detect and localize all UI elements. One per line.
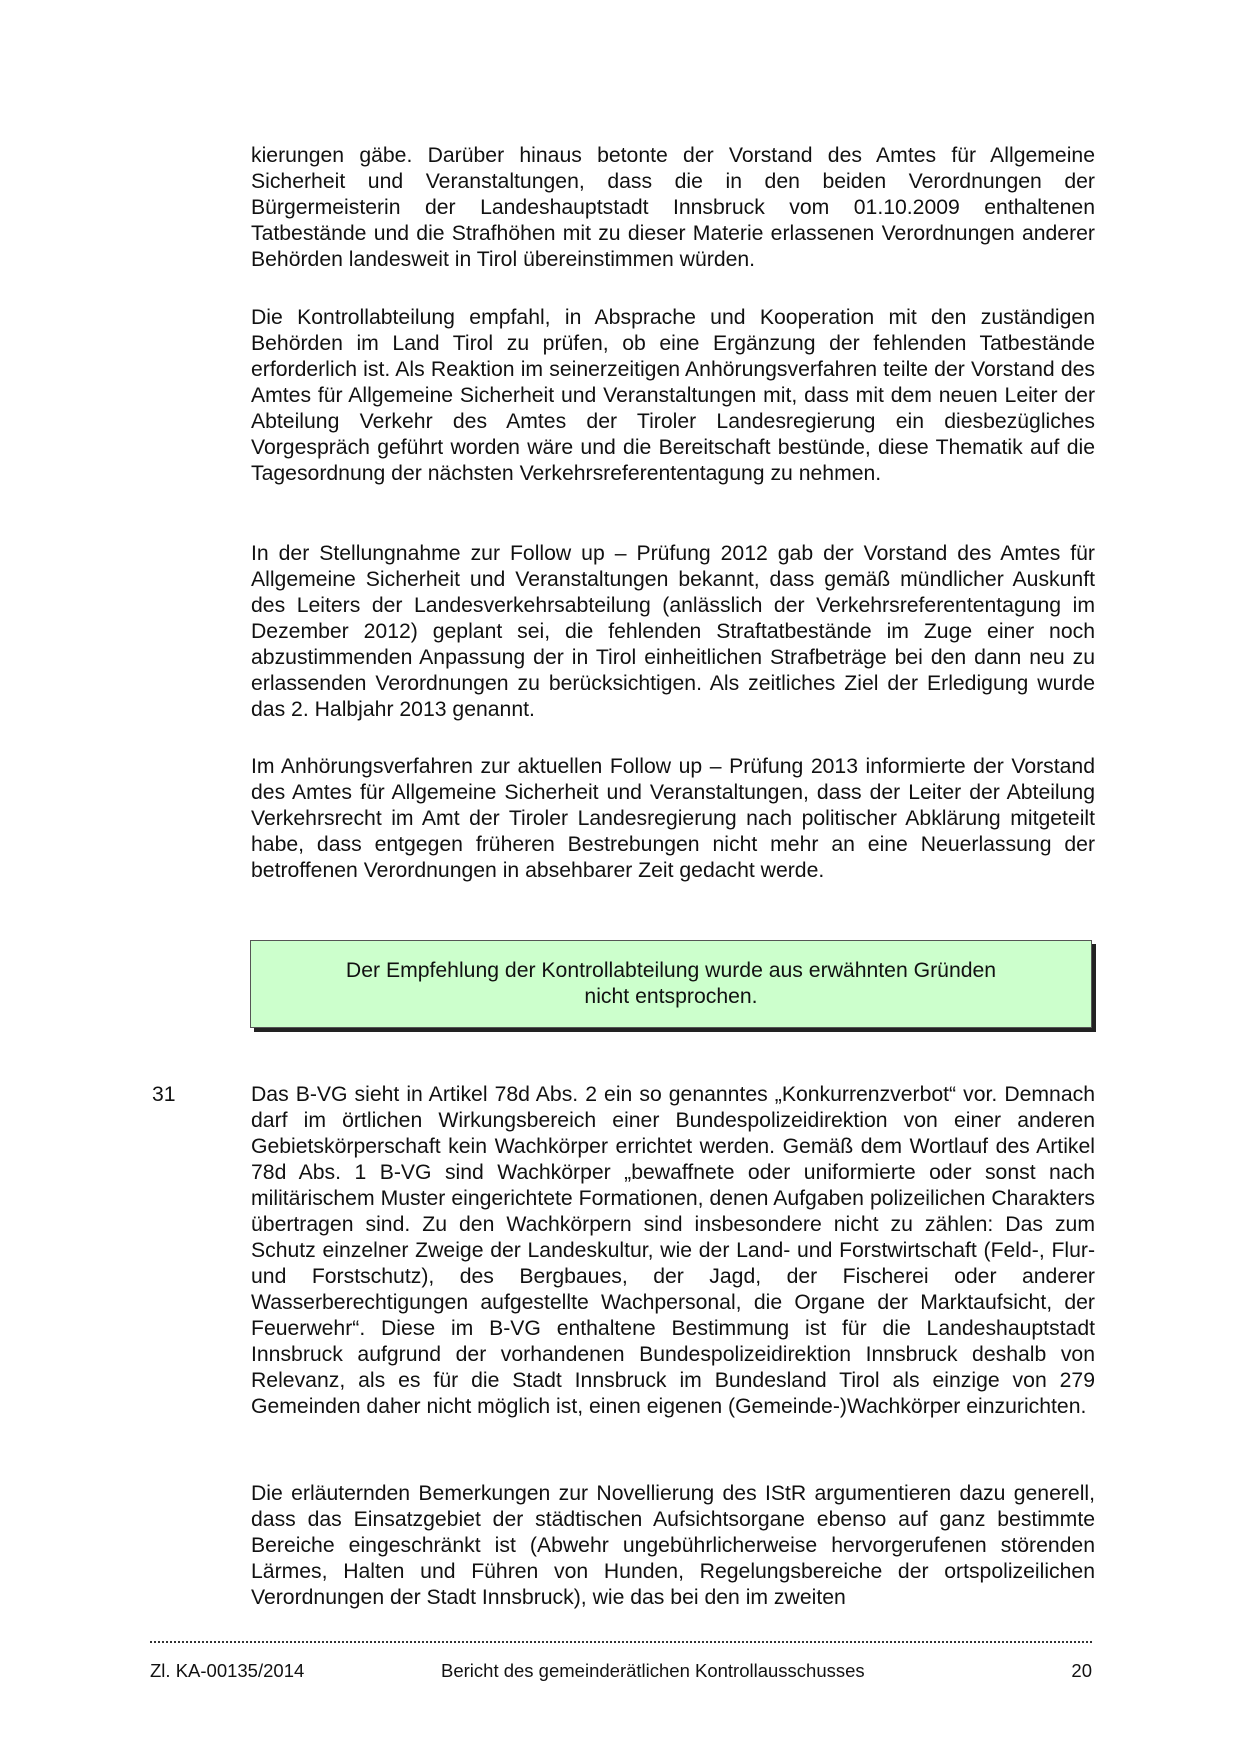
paragraph: [251, 541, 1095, 723]
paragraph: [251, 305, 1095, 487]
paragraph: [251, 1481, 1095, 1611]
paragraph: [251, 1082, 1095, 1420]
section-number: 31: [152, 1083, 176, 1106]
page-number: 20: [1071, 1660, 1092, 1681]
body-paragraph: kierungen gäbe. Darüber hinaus betonte der Vorstand des Amtes für Allgemeine Sicherheit und Veranstaltungen, dass die in den beiden Verordnungen der Bürgermeisterin der Landeshauptstadt Innsbruck vom 01.10.2009 enthaltenen Tatbestände und die Strafhöhen mit zu dieser Materie erlassenen Verordnungen anderer Behörden landesweit in Tirol übereinstimmen würden.: [251, 144, 1095, 271]
footer-divider: [150, 1641, 1092, 1643]
body-paragraph: Im Anhörungsverfahren zur aktuellen Follow up – Prüfung 2013 informierte der Vorstand des Amtes für Allgemeine Sicherheit und Veranstaltungen, dass der Leiter der Abteilung Verkehrsrecht im Amt der Tiroler Landesregierung nach politischer Abklärung mitgeteilt habe, dass entgegen früheren Bestrebungen nicht mehr an eine Neuerlassung der betroffenen Verordnungen in absehbarer Zeit gedacht werde.: [251, 755, 1095, 882]
conclusion-line: nicht entsprochen.: [584, 985, 758, 1008]
body-paragraph: Die erläuternden Bemerkungen zur Novellierung des IStR argumentieren dazu generell, dass das Einsatzgebiet der städtischen Aufsichtsorgane ebenso auf ganz bestimmte Bereiche eingeschränkt ist (Abwehr ungebührlicherweise hervorgerufenen störenden Lärmes, Halten und Führen von Hunden, Regelungsbereiche der ortspolizeilichen Verordnungen der Stadt Innsbruck), wie das bei den im zweiten: [251, 1482, 1095, 1609]
paragraph: [251, 143, 1095, 273]
body-paragraph: Die Kontrollabteilung empfahl, in Absprache und Kooperation mit den zuständigen Behörden im Land Tirol zu prüfen, ob eine Ergänzung der fehlenden Tatbestände erforderlich ist. Als Reaktion im seinerzeitigen Anhörungsverfahren teilte der Vorstand des Amtes für Allgemeine Sicherheit und Veranstaltungen mit, dass mit dem neuen Leiter der Abteilung Verkehr des Amtes der Tiroler Landesregierung ein diesbezügliches Vorgespräch geführt worden wäre und die Bereitschaft bestünde, diese Thematik auf die Tagesordnung der nächsten Verkehrsreferententagung zu nehmen.: [251, 306, 1095, 485]
body-paragraph: Das B-VG sieht in Artikel 78d Abs. 2 ein so genanntes „Konkurrenzverbot“ vor. Demnach darf im örtlichen Wirkungsbereich einer Bundespolizeidirektion von einer anderen Gebietskörperschaft kein Wachkörper errichtet werden. Gemäß dem Wortlauf des Artikel 78d Abs. 1 B-VG sind Wachkörper „bewaffnete oder uniformierte oder sonst nach militärischem Muster eingerichtete Formationen, denen Aufgaben polizeilichen Charakters übertragen sind. Zu den Wachkörpern sind insbesondere nicht zu zählen: Das zum Schutz einzelner Zweige der Landeskultur, wie der Land- und Forstwirtschaft (Feld-, Flur- und Forstschutz), des Bergbaues, der Jagd, der Fischerei oder anderer Wasserberechtigungen aufgestellte Wachpersonal, die Organe der Marktaufsicht, der Feuerwehr“. Diese im B-VG enthaltene Bestimmung ist für die Landeshauptstadt Innsbruck aufgrund der vorhandenen Bundespolizeidirektion Innsbruck deshalb von Relevanz, als es für die Stadt Innsbruck im Bundesland Tirol als einzige von 279 Gemeinden daher nicht möglich ist, einen eigenen (Gemeinde-)Wachkörper einzurichten.: [251, 1083, 1095, 1418]
conclusion-line: Der Empfehlung der Kontrollabteilung wurde aus erwähnten Gründen: [345, 959, 997, 982]
body-paragraph: In der Stellungnahme zur Follow up – Prüfung 2012 gab der Vorstand des Amtes für Allgemeine Sicherheit und Veranstaltungen bekannt, dass gemäß mündlicher Auskunft des Leiters der Landesverkehrsabteilung (anlässlich der Verkehrsreferententagung im Dezember 2012) geplant sei, die fehlenden Straftatbestände im Zuge einer noch abzustimmenden Anpassung der in Tirol einheitlichen Strafbeträge bei den dann neu zu erlassenden Verordnungen zu berücksichtigen. Als zeitliches Ziel der Erledigung wurde das 2. Halbjahr 2013 genannt.: [251, 542, 1095, 721]
footer-title: Bericht des gemeinderätlichen Kontrollausschusses: [441, 1660, 865, 1681]
conclusion-box: [250, 940, 1092, 1028]
paragraph: [251, 754, 1095, 884]
footer-reference: Zl. KA-00135/2014: [150, 1660, 305, 1681]
